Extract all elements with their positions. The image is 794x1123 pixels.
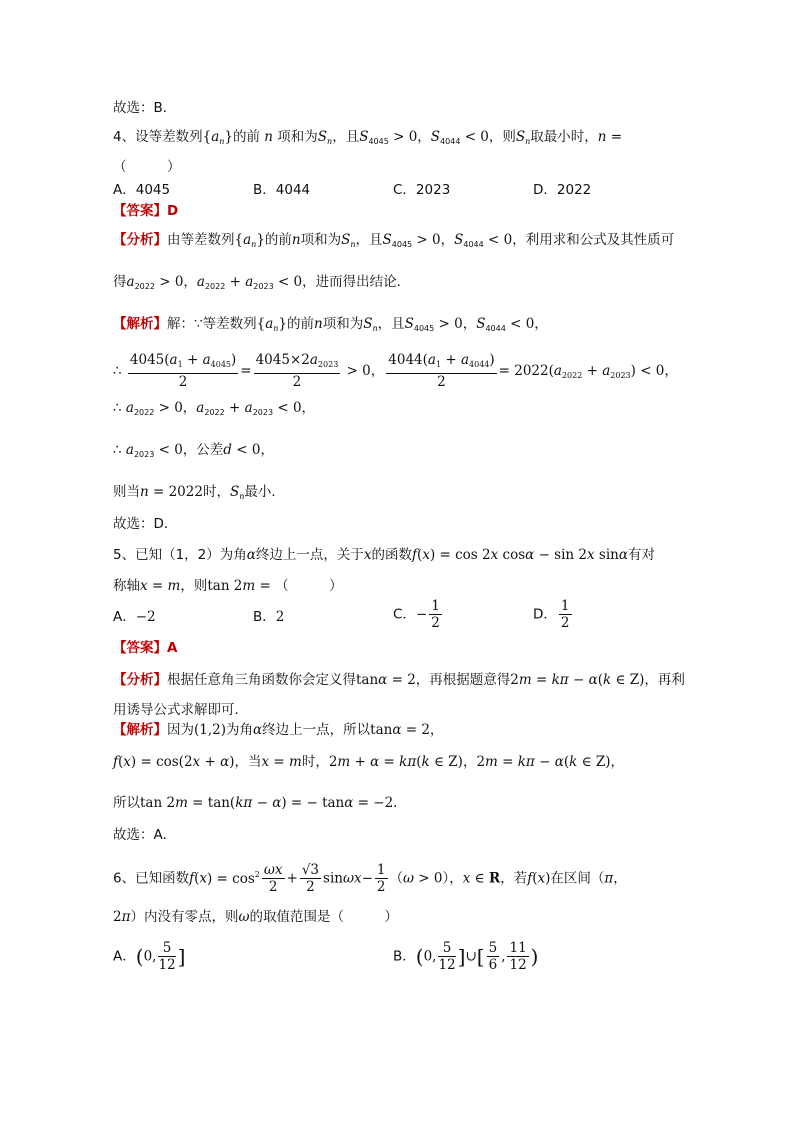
q6-stem-1: 6、已知函数$f(x) = \cos^2$ $\frac{\omega x}{2}$ + $\frac{√3}{2}$ sinωx− $\frac{1}{2}$ （ω > 0），x ∈ R，若f(x)在区间（π， [113, 862, 627, 895]
q5-stem-2: 称轴x = m，则tan 2m = （ ） [113, 578, 343, 594]
q4-option-c: C．2023 [393, 182, 451, 198]
q5-solution-2: f(x) = cos(2x + α)，当x = m时，2m + α = kπ(k ∈ Z)，2m = kπ − α(k ∈ Z)， [113, 754, 625, 770]
q4-answer [113, 201, 178, 221]
q4-option-b: B．4044 [253, 182, 311, 198]
q4-analysis-2: 得$a_{2022} > 0$，$a_{2022} + a_{2023} < 0$，进而得出结论． [113, 274, 411, 291]
answer-tag: 【答案】 [113, 203, 167, 219]
previous-answer-line: 故选：B． [113, 100, 177, 116]
answer-value: D [167, 203, 179, 219]
q4-solution-3: ∴ $a_{2022} > 0$，$a_{2022} + a_{2023} < 0$， [113, 400, 316, 417]
q5-option-c: C．− $\frac{1}{2}$ [393, 598, 440, 631]
q4-paren: （ ） [113, 159, 181, 175]
q5-choose: 故选：A. [113, 827, 167, 843]
q4-analysis-1: 【分析】由等差数列$\{a_n\}$的前n项和为$S_n$，且$S_{4045} > 0$，$S_{4044} < 0$，利用求和公式及其性质可 [113, 232, 675, 249]
q5-option-b: B．2 [253, 609, 285, 625]
q4-option-a: A．4045 [113, 182, 171, 198]
q4-stem-text: 4、设等差数列 [113, 129, 203, 145]
q4-solution-1: 【解析】解：∵等差数列$\{a_n\}$的前n项和为$S_n$，且$S_{4045} > 0$，$S_{4044} < 0$， [113, 316, 548, 333]
q5-answer: 【答案】A [113, 640, 178, 656]
q6-option-b: B．(0, $\frac{5}{12}$ ]∪[ $\frac{5}{6}$ , $\frac{11}{12}$ ) [393, 940, 539, 973]
q5-option-d: D． $\frac{1}{2}$ [533, 598, 570, 631]
q6-option-a: A．(0, $\frac{5}{12}$ ] [113, 940, 186, 973]
q4-solution-4: ∴ $a_{2023} < 0$，公差d < 0， [113, 442, 274, 459]
q5-solution-3: 所以tan 2m = tan(kπ − α) = − tanα = −2. [113, 795, 398, 811]
q5-option-a: A．−2 [113, 609, 156, 625]
q4-stem: 4、设等差数列$\{a_n\}$的前 n 项和为$S_n$，且$S_{4045} > 0$，$S_{4044} < 0$，则$S_n$取最小时，n = [113, 129, 623, 146]
q5-solution-1: 【解析】因为(1,2)为角α终边上一点，所以tanα = 2， [113, 722, 444, 738]
q4-solution-2: ∴ $\frac{4045(a_1 + a_{4045})}{2}$ = $\frac{4045\times 2a_{2023}}{2}$ > 0， $\frac{4044(a_1 + a_{4044})}{2}$ = $2022(a_{2022} + a_{2023}) < 0$， [113, 352, 678, 390]
q5-stem-1: 5、已知（1，2）为角α终边上一点，关于x的函数f(x) = cos 2x cosα − sin 2x sinα有对 [113, 547, 655, 563]
q4-choose: 故选：D． [113, 516, 178, 532]
q6-stem-2: 2π）内没有零点，则ω的取值范围是（ ） [113, 909, 398, 925]
q4-option-d: D．2022 [533, 182, 592, 198]
q5-analysis-1: 【分析】根据任意角三角函数你会定义得tanα = 2，再根据题意得2m = kπ − α(k ∈ Z)，再利 [113, 672, 685, 688]
q4-solution-5: 则当n = 2022时，$S_n$最小． [113, 484, 285, 501]
q5-analysis-2: 用诱导公式求解即可. [113, 702, 239, 718]
